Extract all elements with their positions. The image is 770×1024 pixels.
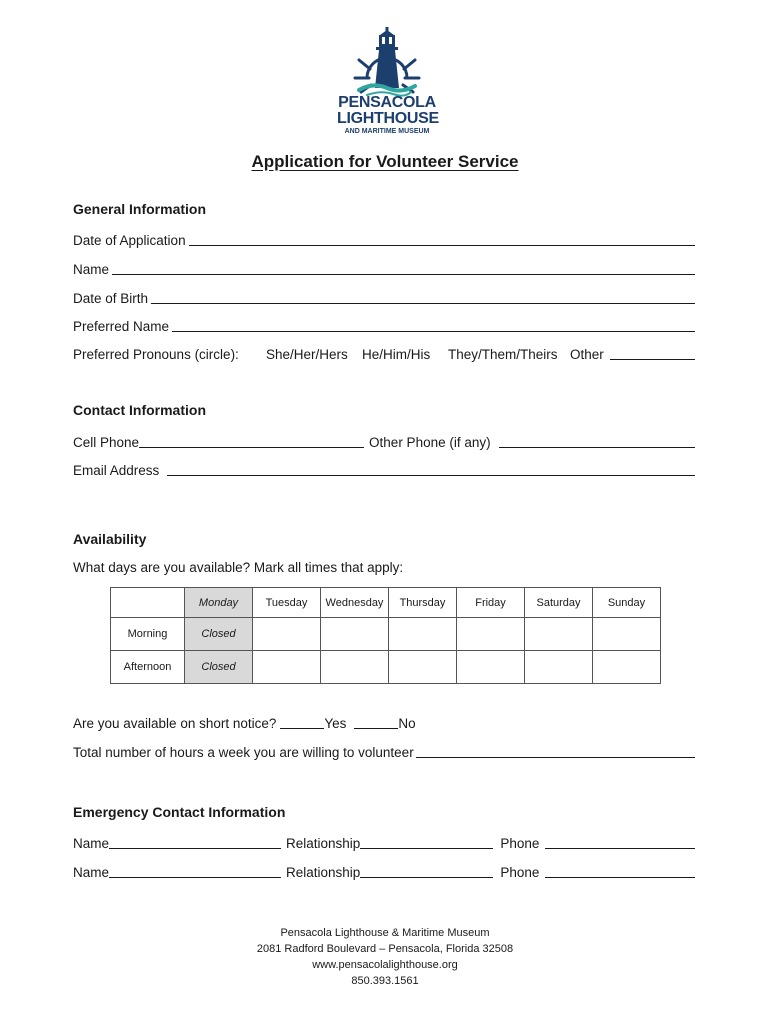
short-notice-label: Are you available on short notice?	[73, 716, 277, 731]
table-corner-cell	[111, 588, 185, 618]
emergency-phone-field-1[interactable]	[545, 833, 695, 849]
emergency-phone-field-2[interactable]	[545, 862, 695, 878]
footer-address: 2081 Radford Boulevard – Pensacola, Florida 32508	[256, 943, 514, 955]
emergency-phone-label: Phone	[500, 865, 540, 880]
cell-tuesday-morning[interactable]	[253, 618, 321, 651]
pronoun-option-other[interactable]: Other	[570, 347, 604, 362]
date-of-birth-label: Date of Birth	[73, 291, 149, 306]
footer-org: Pensacola Lighthouse & Maritime Museum	[280, 927, 490, 939]
form-title: Application for Volunteer Service	[251, 152, 519, 171]
day-header-saturday: Saturday	[525, 588, 593, 618]
date-of-application-row	[73, 229, 695, 249]
email-row	[73, 459, 695, 479]
cell-monday-morning: Closed	[185, 618, 253, 651]
cell-phone-field[interactable]	[139, 432, 364, 448]
other-phone-label: Other Phone (if any)	[369, 435, 491, 450]
preferred-name-field[interactable]	[172, 316, 695, 332]
emergency-relationship-field-2[interactable]	[360, 862, 493, 878]
date-of-application-label: Date of Application	[73, 233, 186, 248]
short-notice-yes-field[interactable]	[280, 713, 324, 729]
day-header-wednesday: Wednesday	[321, 588, 389, 618]
name-row	[73, 258, 695, 278]
emergency-contact-row-2	[73, 861, 695, 881]
availability-table	[110, 587, 661, 684]
row-label-morning: Morning	[111, 618, 185, 651]
emergency-name-label: Name	[73, 865, 110, 880]
cell-sunday-afternoon[interactable]	[593, 651, 661, 684]
hours-label: Total number of hours a week you are willing to volunteer	[73, 745, 414, 760]
logo-line-3: AND MARITIME MUSEUM	[344, 128, 430, 135]
cell-monday-afternoon: Closed	[185, 651, 253, 684]
cell-wednesday-afternoon[interactable]	[321, 651, 389, 684]
hours-row	[73, 741, 695, 761]
emergency-relationship-label: Relationship	[286, 865, 361, 880]
pronoun-option-he[interactable]: He/Him/His	[362, 347, 431, 362]
emergency-phone-label: Phone	[500, 836, 540, 851]
emergency-name-label: Name	[73, 836, 110, 851]
footer	[0, 925, 770, 989]
preferred-name-row	[73, 315, 695, 335]
cell-tuesday-afternoon[interactable]	[253, 651, 321, 684]
logo-line-1: PENSACOLA	[338, 94, 436, 111]
general-info-heading: General Information	[73, 201, 207, 217]
cell-saturday-morning[interactable]	[525, 618, 593, 651]
logo-line-2: LIGHTHOUSE	[337, 110, 439, 127]
date-of-application-field[interactable]	[189, 230, 695, 246]
other-phone-field[interactable]	[499, 432, 695, 448]
cell-wednesday-morning[interactable]	[321, 618, 389, 651]
email-label: Email Address	[73, 463, 160, 478]
availability-prompt: What days are you available? Mark all times that apply:	[73, 560, 404, 575]
cell-thursday-morning[interactable]	[389, 618, 457, 651]
name-field[interactable]	[112, 259, 695, 275]
footer-phone: 850.393.1561	[351, 975, 419, 987]
pronouns-label: Preferred Pronouns (circle):	[73, 347, 239, 362]
footer-website[interactable]: www.pensacolalighthouse.org	[312, 959, 458, 971]
name-label: Name	[73, 262, 110, 277]
pronouns-row	[73, 343, 695, 363]
table-row	[111, 651, 661, 684]
availability-heading: Availability	[73, 531, 147, 547]
emergency-contact-row-1	[73, 832, 695, 852]
short-notice-no-label: No	[398, 716, 416, 731]
day-header-thursday: Thursday	[389, 588, 457, 618]
day-header-monday: Monday	[185, 588, 253, 618]
table-header-row	[111, 588, 661, 618]
pronoun-option-she[interactable]: She/Her/Hers	[266, 347, 348, 362]
cell-sunday-morning[interactable]	[593, 618, 661, 651]
preferred-name-label: Preferred Name	[73, 319, 170, 334]
email-field[interactable]	[167, 460, 695, 476]
hours-field[interactable]	[416, 742, 695, 758]
short-notice-no-field[interactable]	[354, 713, 398, 729]
short-notice-yes-label: Yes	[324, 716, 347, 731]
pronoun-other-field[interactable]	[610, 344, 695, 360]
emergency-contact-heading: Emergency Contact Information	[73, 804, 286, 820]
cell-friday-morning[interactable]	[457, 618, 525, 651]
contact-info-heading: Contact Information	[73, 402, 206, 418]
table-row	[111, 618, 661, 651]
date-of-birth-field[interactable]	[151, 288, 695, 304]
cell-thursday-afternoon[interactable]	[389, 651, 457, 684]
emergency-name-field-2[interactable]	[109, 862, 281, 878]
short-notice-row	[73, 712, 419, 732]
emergency-name-field-1[interactable]	[109, 833, 281, 849]
day-header-sunday: Sunday	[593, 588, 661, 618]
day-header-friday: Friday	[457, 588, 525, 618]
day-header-tuesday: Tuesday	[253, 588, 321, 618]
emergency-relationship-label: Relationship	[286, 836, 361, 851]
date-of-birth-row	[73, 287, 695, 307]
pronoun-option-they[interactable]: They/Them/Theirs	[448, 347, 558, 362]
row-label-afternoon: Afternoon	[111, 651, 185, 684]
cell-saturday-afternoon[interactable]	[525, 651, 593, 684]
museum-logo	[337, 26, 437, 144]
emergency-relationship-field-1[interactable]	[360, 833, 493, 849]
phone-row	[73, 431, 695, 451]
cell-friday-afternoon[interactable]	[457, 651, 525, 684]
cell-phone-label: Cell Phone	[73, 435, 140, 450]
